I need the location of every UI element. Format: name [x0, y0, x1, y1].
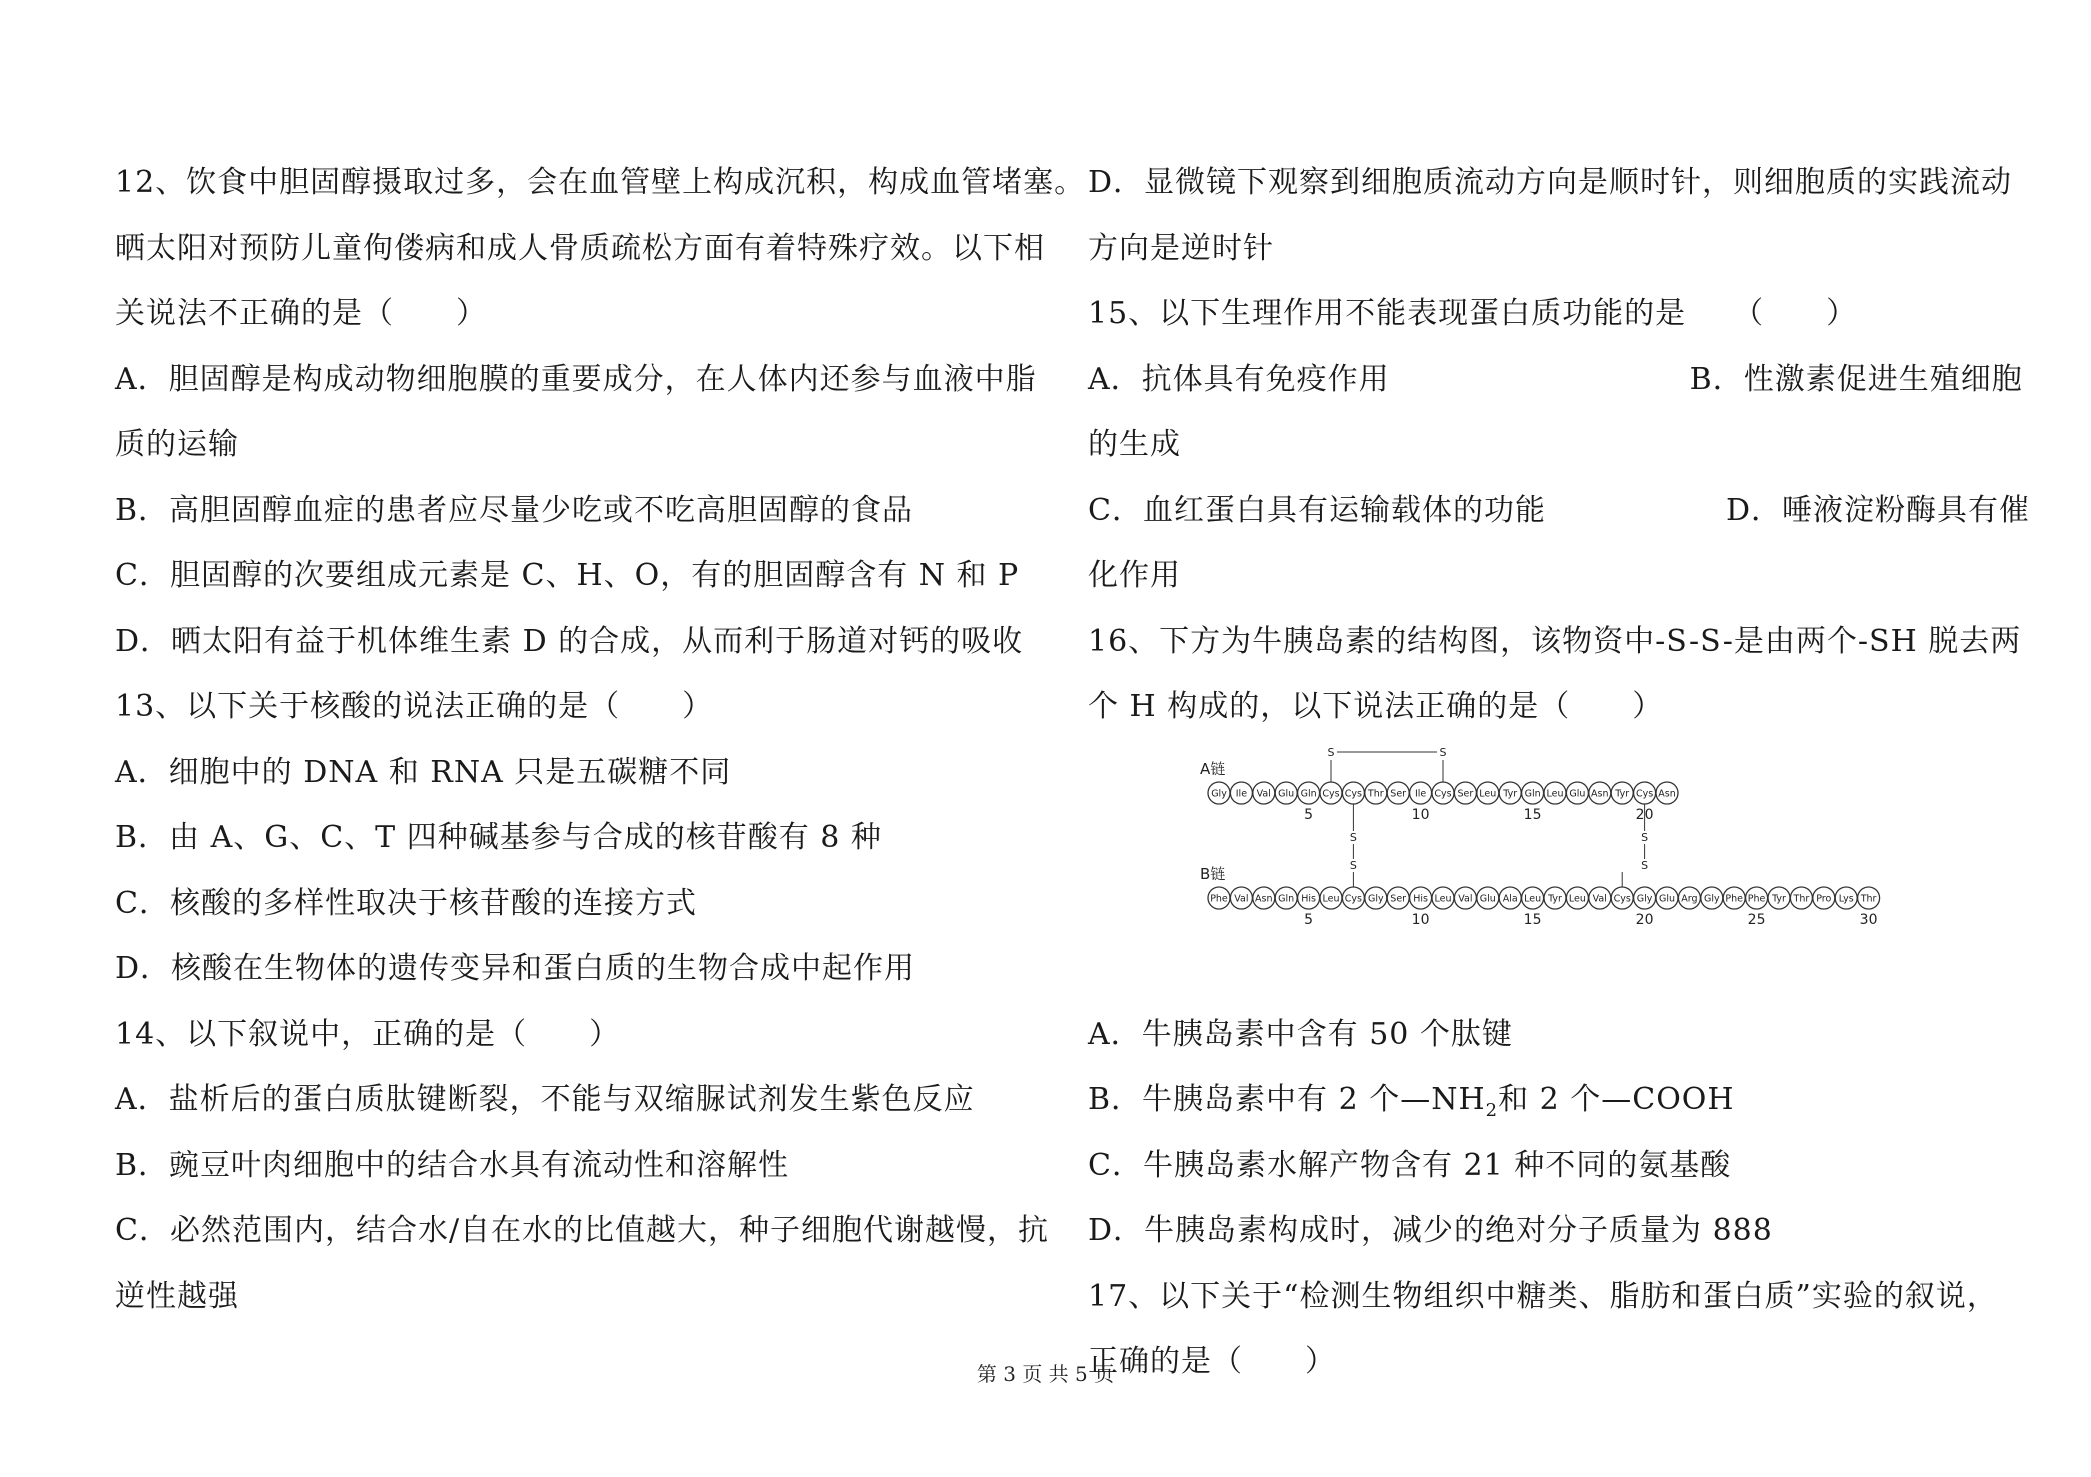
chain-a-position-number: 5	[1304, 807, 1314, 823]
chain-b-residue-label: Leu	[1524, 893, 1542, 905]
q15-options-cd	[1088, 478, 2031, 544]
q15-stem: 15、以下生理作用不能表现蛋白质功能的是 （ ）	[1088, 296, 1858, 331]
chain-b-residue-label: Gly	[1367, 893, 1384, 905]
chain-b-position-number: 15	[1523, 912, 1542, 928]
chain-b-residue-label: Val	[1458, 893, 1473, 905]
chain-a-residue-label: Gly	[1211, 788, 1227, 800]
chain-a-label: A链	[1200, 760, 1226, 778]
chain-b-residue-label: Gly	[1703, 893, 1720, 905]
chain-a-residue-label: Thr	[1367, 788, 1384, 800]
chain-a-position-number: 20	[1635, 807, 1654, 823]
insulin-structure-diagram	[1200, 738, 1878, 933]
chain-b-position-number: 30	[1859, 912, 1878, 928]
left-text-line: B．豌豆叶肉细胞中的结合水具有流动性和溶解性	[115, 1147, 790, 1183]
chain-a-residue-label: Ser	[1390, 788, 1407, 800]
q16-option-a: A．牛胰岛素中含有 50 个肽键	[1088, 1016, 1513, 1052]
chain-b-residue-label: Glu	[1658, 893, 1676, 905]
chain-a-residue-label: Cys	[1635, 788, 1654, 800]
disulfide-sulfur-label: S	[1327, 746, 1335, 759]
chain-a-residue-label: Gln	[1524, 788, 1541, 800]
chain-b-residue-label: Tyr	[1548, 893, 1562, 905]
chain-a-residue-label: Tyr	[1615, 788, 1630, 800]
chain-b-residue-label: Gln	[1278, 893, 1295, 905]
chain-a-residue-label: Leu	[1479, 788, 1497, 800]
left-text-line: 12、饮食中胆固醇摄取过多，会在血管壁上构成沉积，构成血管堵塞。	[115, 165, 1086, 200]
disulfide-sulfur-label: S	[1439, 746, 1447, 759]
chain-a-residue-label: Ser	[1457, 788, 1474, 800]
q14-option-d-line2: 方向是逆时针	[1088, 230, 1274, 266]
q15-option-b: B．性激素促进生殖细胞	[1689, 361, 2023, 397]
chain-b-position-number: 25	[1747, 912, 1766, 928]
left-text-line: A．胆固醇是构成动物细胞膜的重要成分，在人体内还参与血液中脂	[115, 361, 1037, 397]
q15-option-b-cont: 的生成	[1088, 427, 1181, 462]
chain-b-residue-label: Gly	[1636, 893, 1653, 905]
chain-b-position-number: 10	[1411, 912, 1430, 928]
left-text-line: B．高胆固醇血症的患者应尽量少吃或不吃高胆固醇的食品	[115, 492, 914, 528]
left-text-line: 逆性越强	[115, 1278, 239, 1314]
left-text-line: 14、以下叙说中，正确的是（ ）	[115, 1016, 621, 1052]
chain-a-residue-label: Ile	[1414, 788, 1427, 800]
chain-b-residue-label: Phe	[1725, 893, 1744, 905]
left-text-line: C．核酸的多样性取决于核苷酸的连接方式	[115, 885, 697, 921]
q16-stem-line1: 16、下方为牛胰岛素的结构图，该物资中-S-S-是由两个-SH 脱去两	[1088, 623, 2022, 659]
chain-b-position-number: 20	[1635, 912, 1654, 928]
chain-b-residue-label: Tyr	[1772, 893, 1786, 905]
q15-options-ab	[1088, 347, 2023, 413]
chain-b-residue-label: Val	[1592, 893, 1607, 905]
left-text-line: 关说法不正确的是（ ）	[115, 296, 487, 331]
chain-b-residue-label: Phe	[1210, 893, 1228, 905]
disulfide-sulfur-label: S	[1641, 831, 1649, 844]
q15-option-a: A．抗体具有免疫作用	[1088, 361, 1390, 397]
chain-b-label: B链	[1200, 865, 1226, 883]
chain-a-residue-label: Gln	[1300, 788, 1317, 800]
left-text-line: C．必然范围内，结合水/自在水的比值越大，种子细胞代谢越慢，抗	[115, 1213, 1050, 1248]
chain-b-residue-label: Thr	[1860, 893, 1877, 905]
q17-stem-line2: 正确的是（ ）	[1088, 1344, 1336, 1379]
chain-b-residue-label: His	[1413, 893, 1428, 905]
chain-a-residue-label: Cys	[1434, 788, 1452, 800]
chain-b-residue-label: Asn	[1255, 893, 1273, 905]
chain-b-residue-label: Phe	[1747, 893, 1766, 905]
q15-option-c: C．血红蛋白具有运输载体的功能	[1088, 492, 1546, 528]
left-text-line: C．胆固醇的次要组成元素是 C、H、O，有的胆固醇含有 N 和 P	[115, 558, 1020, 593]
chain-b-residue-label: Leu	[1568, 893, 1586, 905]
chain-a-residue-label: Leu	[1546, 788, 1564, 800]
chain-b-residue-label: Cys	[1344, 893, 1363, 905]
chain-b-residue-label: Leu	[1322, 893, 1340, 905]
left-text-line: A．细胞中的 DNA 和 RNA 只是五碳糖不同	[115, 754, 732, 790]
q17-stem-line1: 17、以下关于“检测生物组织中糖类、脂肪和蛋白质”实验的叙说，	[1088, 1278, 1998, 1314]
chain-b-residue-label: His	[1301, 893, 1316, 905]
q15-option-d-cont: 化作用	[1088, 558, 1181, 593]
left-text-line: B．由 A、G、C、T 四种碱基参与合成的核苷酸有 8 种	[115, 820, 882, 855]
chain-a-position-number: 15	[1523, 807, 1542, 823]
chain-a-residue-label: Glu	[1569, 788, 1586, 800]
chain-a-residue-label: Cys	[1322, 788, 1340, 800]
disulfide-sulfur-label: S	[1349, 859, 1357, 872]
q16-option-d: D．牛胰岛素构成时，减少的绝对分子质量为 888	[1088, 1213, 1773, 1248]
disulfide-sulfur-label: S	[1641, 859, 1649, 872]
q16-stem-line2: 个 H 构成的，以下说法正确的是（ ）	[1088, 689, 1664, 724]
chain-b-position-number: 5	[1304, 912, 1314, 928]
chain-b-residue-label: Glu	[1479, 893, 1496, 905]
chain-a-residue-label: Ile	[1235, 788, 1248, 800]
chain-b-residue-label: Leu	[1434, 893, 1452, 905]
chain-b-residue-label: Pro	[1816, 893, 1832, 905]
left-text-line: 晒太阳对预防儿童佝偻病和成人骨质疏松方面有着特殊疗效。以下相	[115, 230, 1045, 266]
left-column	[115, 150, 1086, 1329]
q14-option-d-line1: D．显微镜下观察到细胞质流动方向是顺时针，则细胞质的实践流动	[1088, 165, 2013, 200]
chain-b-residue-label: Ala	[1502, 893, 1518, 905]
chain-a-residue-label: Asn	[1658, 788, 1676, 800]
chain-b-residue-label: Ser	[1390, 893, 1407, 905]
disulfide-sulfur-label: S	[1349, 831, 1357, 844]
q16-option-c: C．牛胰岛素水解产物含有 21 种不同的氨基酸	[1088, 1147, 1732, 1183]
chain-b-residue-label: Lys	[1838, 893, 1854, 905]
chain-b-residue-label: Val	[1234, 893, 1249, 905]
q15-option-d: D．唾液淀粉酶具有催	[1725, 492, 2031, 528]
chain-a-residue-label: Val	[1256, 788, 1271, 800]
chain-a-residue-label: Glu	[1278, 788, 1295, 800]
page-footer: 第 3 页 共 5 页	[976, 1362, 1115, 1386]
chain-b-residue-label: Cys	[1613, 893, 1631, 905]
left-text-line: A．盐析后的蛋白质肽键断裂，不能与双缩脲试剂发生紫色反应	[115, 1082, 975, 1117]
chain-a-residue-label: Asn	[1591, 788, 1609, 800]
chain-a-residue-label: Cys	[1344, 788, 1363, 800]
chain-a-residue-label: Tyr	[1503, 788, 1518, 800]
left-text-line: 13、以下关于核酸的说法正确的是（ ）	[115, 689, 714, 724]
left-text-line: D．晒太阳有益于机体维生素 D 的合成，从而利于肠道对钙的吸收	[115, 623, 1024, 659]
left-text-line: D．核酸在生物体的遗传变异和蛋白质的生物合成中起作用	[115, 951, 916, 986]
chain-b-residue-label: Thr	[1793, 893, 1810, 905]
chain-b-residue-label: Arg	[1681, 893, 1698, 905]
chain-a-position-number: 10	[1411, 807, 1430, 823]
q16-option-b: B．牛胰岛素中有 2 个$—NH_2$和 2 个—COOH	[1088, 1082, 1735, 1121]
left-text-line: 质的运输	[115, 427, 239, 462]
